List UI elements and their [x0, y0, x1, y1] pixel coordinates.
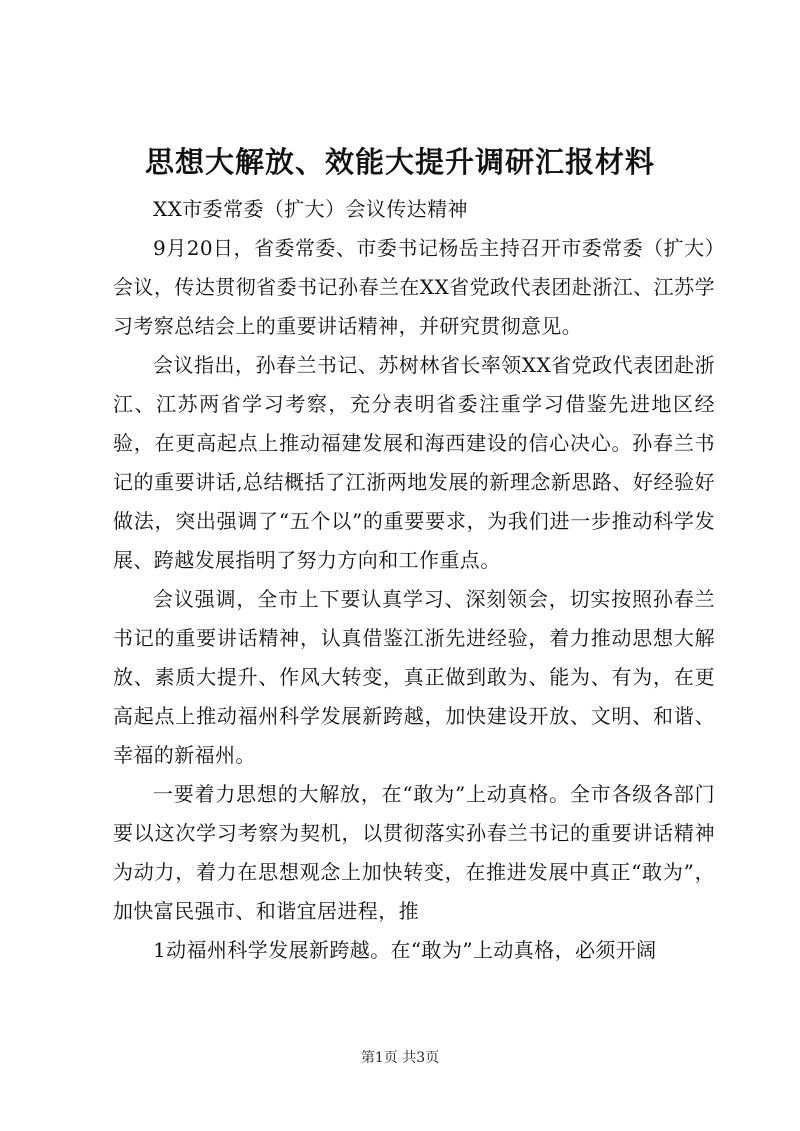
- paragraph-4: 一要着力思想的大解放，在“敢为”上动真格。全市各级各部门要以这次学习考察为契机，以贯彻落实孙春兰书记的重要讲话精神为动力，着力在思想观念上加快转变，在推进发展中真正“敢为”，加快富民强市、和谐宜居进程，推: [113, 782, 715, 923]
- paragraph-3: 会议强调，全市上下要认真学习、深刻领会，切实按照孙春兰书记的重要讲话精神，认真借鉴江浙先进经验，着力推动思想大解放、素质大提升、作风大转变，真正做到敢为、能为、有为，在更高起点上推动福州科学发展新跨越，加快建设开放、文明、和谐、幸福的新福州。: [113, 587, 715, 767]
- paragraph-1: 9月20日，省委常委、市委书记杨岳主持召开市委常委（扩大）会议，传达贯彻省委书记孙春兰在XX省党政代表团赴浙江、江苏学习考察总结会上的重要讲话精神，并研究贯彻意见。: [113, 236, 715, 338]
- paragraph-2: 会议指出，孙春兰书记、苏树林省长率领XX省党政代表团赴浙江、江苏两省学习考察，充分表明省委注重学习借鉴先进地区经验，在更高起点上推动福建发展和海西建设的信心决心。孙春兰书记的重要讲话,总结概括了江浙两地发展的新理念新思路、好经验好做法，突出强调了“五个以”的重要要求，为我们进一步推动科学发展、跨越发展指明了努力方向和工作重点。: [113, 353, 715, 572]
- paragraph-subtitle: XX市委常委（扩大）会议传达精神: [153, 197, 468, 221]
- document-body: [113, 190, 715, 970]
- paragraph-5: 1动福州科学发展新跨越。在“敢为”上动真格，必须开阔: [153, 938, 657, 962]
- document-title: 思想大解放、效能大提升调研汇报材料: [144, 145, 655, 179]
- page-number-footer: 第1页 共3页: [360, 1050, 440, 1066]
